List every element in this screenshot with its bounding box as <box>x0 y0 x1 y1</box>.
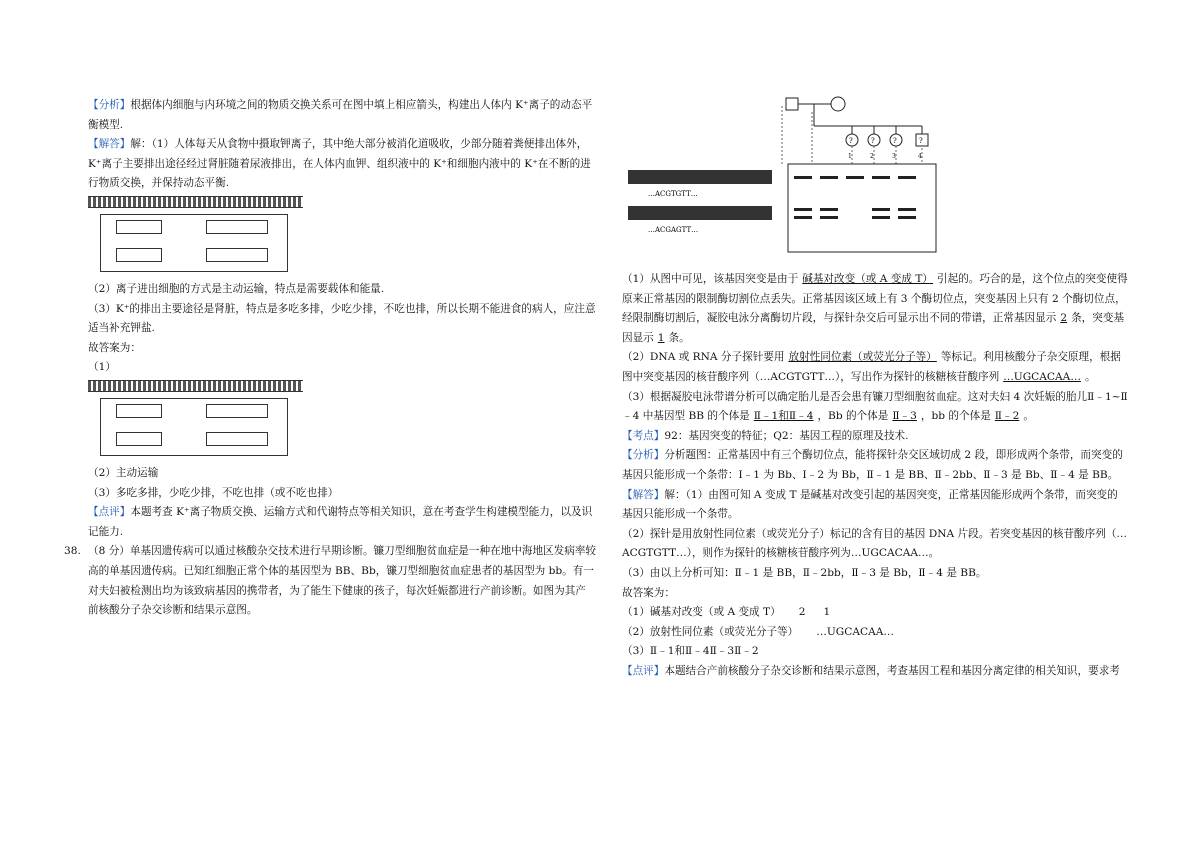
answer-1: （1） <box>88 361 116 374</box>
answer-heading: 故答案为： <box>88 341 141 354</box>
model-box <box>116 404 162 418</box>
child-number: 2 <box>870 153 874 160</box>
model-box <box>116 432 162 446</box>
unknown-mark: ? <box>849 137 853 145</box>
q2-paragraph: （2）DNA 或 RNA 分子探针要用 放射性同位素（或荧光分子等） 等标记。利用核酸分子杂交原理，根据图中突变基因的核苷酸序列（…ACGTGTT…），写出作为探针的核糖核苷酸序列 …UGCACAA… 。 <box>622 351 1121 383</box>
kaodian-paragraph: 【考点】92：基因突变的特征；Q2：基因工程的原理及技术. <box>622 429 909 442</box>
answer-2: （2）放射性同位素（或荧光分子等） …UGCACAA… <box>622 625 894 638</box>
q3-paragraph: （3）根据凝胶电泳带谱分析可以确定胎儿是否会患有镰刀型细胞贫血症。这对夫妇 4 次妊娠的胎儿Ⅱ﹣1~Ⅱ﹣4 中基因型 BB 的个体是 Ⅱ﹣1和Ⅱ﹣4 ，Bb 的个体是 Ⅱ﹣3 ，bb 的个体是 Ⅱ﹣2 。 <box>622 390 1128 423</box>
review-paragraph: 【点评】本题考查 K⁺离子物质交换、运输方式和代谢特点等相关知识，意在考查学生构建模型能力，以及识记能力. <box>88 506 593 538</box>
normal-sequence: …ACGTGTT… <box>648 190 698 198</box>
child-number: 1 <box>848 153 852 160</box>
question-38: 38. （8 分）单基因遗传病可以通过核酸杂交技术进行早期诊断。镰刀型细胞贫血症是一种在地中海地区发病率较高的单基因遗传病。已知红细胞正常个体的基因型为 BB、Bb，镰刀型细胞贫血症患者的基因型为 bb。有一对夫妇被检测出均为该致病基因的携带者，为了能生下健康的孩子，每次妊娠都进行产前诊断。如图为其产前核酸分子杂交诊断和结果示意图。 <box>64 545 597 617</box>
child-number: 3 <box>892 153 896 160</box>
jieda-paragraph: 【解答】解：（1）由图可知 A 变成 T 是碱基对改变引起的基因突变，正常基因能形成两个条带，而突变的基因只能形成一个条带。 <box>622 488 1118 521</box>
answer-heading: 故答案为： <box>622 586 675 599</box>
answer-3: （3）Ⅱ﹣1和Ⅱ﹣4Ⅱ﹣3Ⅱ﹣2 <box>622 645 759 658</box>
unknown-mark: ? <box>919 137 923 145</box>
left-column <box>64 96 597 621</box>
right-column <box>622 270 1128 681</box>
answer-2: （2）主动运输 <box>88 466 159 479</box>
k-ion-model-figure <box>88 196 303 276</box>
analysis-paragraph: 【分析】根据体内细胞与内环境之间的物质交换关系可在图中填上相应箭头，构建出人体内 K⁺离子的动态平衡模型. <box>88 99 593 131</box>
flow-arrow-bar <box>88 196 303 208</box>
answer-1: （1）碱基对改变（或 A 变成 T） 2 1 <box>622 606 831 619</box>
dianping-paragraph: 【点评】本题结合产前核酸分子杂交诊断和结果示意图，考查基因工程和基因分离定律的相关知识，要求考 <box>622 664 1120 677</box>
answer-3: （3）多吃多排，少吃少排，不吃也排（或不吃也排） <box>88 486 339 499</box>
model-box <box>116 220 162 234</box>
model-box <box>116 248 162 262</box>
fenxi-paragraph: 【分析】分析题图：正常基因中有三个酶切位点，能将探针杂交区域切成 2 段，即形成两个条带，而突变的基因只能形成一个条带：Ⅰ﹣1 为 Bb、Ⅰ﹣2 为 Bb，Ⅱ﹣1 是 BB、Ⅱ﹣2bb、Ⅱ﹣3 是 Bb、Ⅱ﹣4 是 BB。 <box>622 449 1123 481</box>
text-p3: （3）K⁺的排出主要途径是肾脏，特点是多吃多排，少吃少排，不吃也排，所以长期不能进食的病人，应注意适当补充钾盐. <box>88 302 596 335</box>
model-box <box>206 248 268 262</box>
model-box <box>206 432 268 446</box>
male-symbol <box>786 98 798 110</box>
female-symbol <box>831 97 845 111</box>
unknown-mark: ? <box>893 137 897 145</box>
jieda-3: （3）由以上分析可知：Ⅱ﹣1 是 BB，Ⅱ﹣2bb，Ⅱ﹣3 是 Bb，Ⅱ﹣4 是 BB。 <box>622 566 987 579</box>
k-ion-model-figure-answer <box>88 380 303 460</box>
answer-paragraph: 【解答】解：（1）人体每天从食物中摄取钾离子，其中绝大部分被消化道吸收，少部分随着粪便排出体外，K⁺离子主要排出途径经过肾脏随着尿液排出，在人体内血钾、组织液中的 K⁺和细胞内液中的 K⁺在不断的进行物质交换，并保持动态平衡. <box>88 138 591 190</box>
jieda-2: （2）探针是用放射性同位素（或荧光分子）标记的含有目的基因 DNA 片段。若突变基因的核苷酸序列（…ACGTGTT…），则作为探针的核糖核苷酸序列为…UGCACAA…。 <box>622 527 1128 560</box>
q1-paragraph: （1）从图中可见，该基因突变是由于 碱基对改变（或 A 变成 T） 引起的。巧合的是，这个位点的突变使得原来正常基因的限制酶切割位点丢失。正常基因该区域上有 3 个酶切位点，突变基因上只有 2 个酶切位点，经限制酶切割后，凝胶电泳分离酶切片段，与探针杂交后可显示出不同的带谱，正常基因显示 2 条，突变基因显示 1 条。 <box>622 273 1128 344</box>
child-number: 4 <box>918 153 922 160</box>
pedigree-gel-figure <box>622 96 952 266</box>
model-box <box>206 220 268 234</box>
normal-gene-bar <box>628 170 772 184</box>
unknown-mark: ? <box>871 137 875 145</box>
model-box <box>206 404 268 418</box>
flow-arrow-bar <box>88 380 303 392</box>
mutant-sequence: …ACGAGTT… <box>648 226 699 234</box>
text-p2: （2）离子进出细胞的方式是主动运输，特点是需要载体和能量. <box>88 282 385 295</box>
offspring-symbols <box>846 134 928 160</box>
mutant-gene-bar <box>628 206 772 220</box>
